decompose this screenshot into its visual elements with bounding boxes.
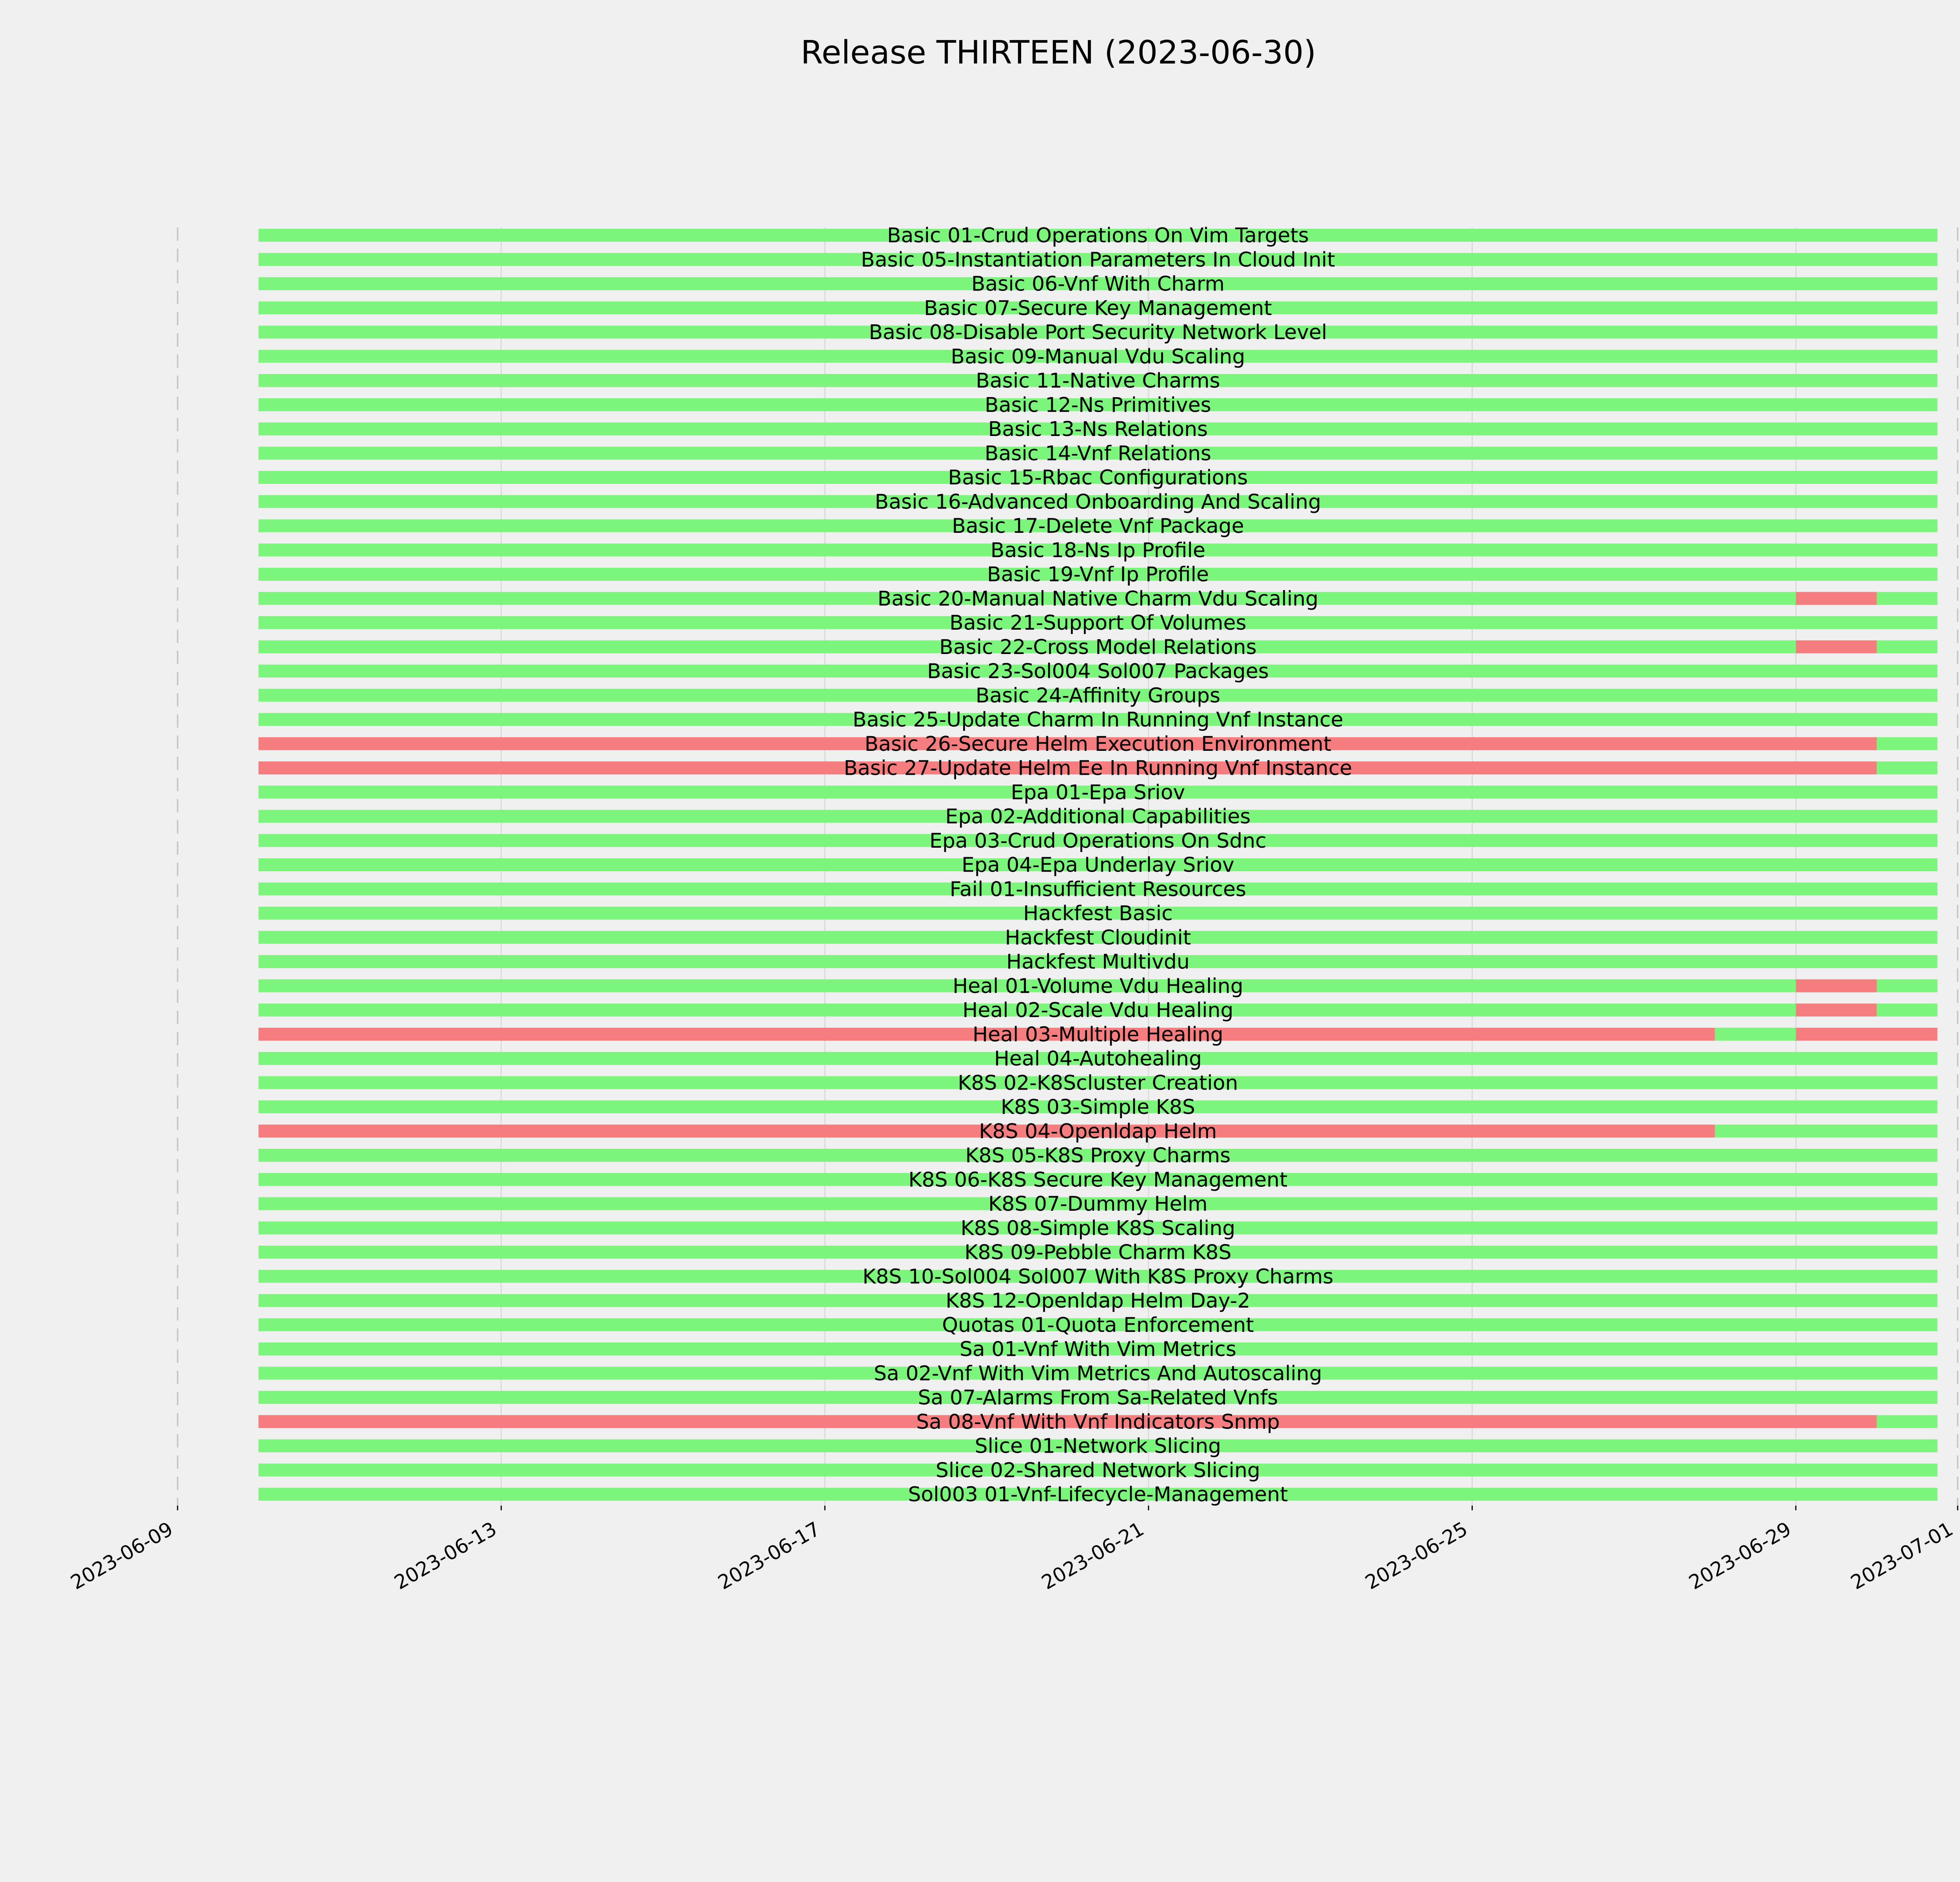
- x-tick-label: 2023-06-29: [1685, 1517, 1795, 1594]
- row-label: Basic 06-Vnf With Charm: [971, 272, 1225, 296]
- row-label: Hackfest Multivdu: [1006, 950, 1190, 974]
- fail-segment: [1796, 979, 1877, 992]
- row-label: Basic 19-Vnf Ip Profile: [987, 563, 1209, 587]
- row-label: Basic 18-Ns Ip Profile: [990, 538, 1206, 562]
- fail-segment: [1796, 1028, 1937, 1041]
- row-label: Heal 02-Scale Vdu Healing: [962, 999, 1234, 1022]
- pass-segment: [1877, 979, 1938, 992]
- row-label: Basic 22-Cross Model Relations: [939, 635, 1257, 659]
- row-label: Hackfest Cloudinit: [1005, 926, 1191, 950]
- row-label: K8S 12-Openldap Helm Day-2: [946, 1289, 1250, 1313]
- row-label: Basic 14-Vnf Relations: [984, 441, 1212, 465]
- row-label: Basic 11-Native Charms: [976, 369, 1220, 393]
- row-label: Basic 27-Update Helm Ee In Running Vnf Instance: [844, 756, 1352, 780]
- row-label: Basic 17-Delete Vnf Package: [952, 514, 1244, 538]
- row-label: Hackfest Basic: [1023, 902, 1173, 925]
- row-label: Basic 15-Rbac Configurations: [948, 466, 1248, 490]
- row-label: Basic 26-Secure Helm Execution Environment: [864, 732, 1332, 756]
- row-label: Fail 01-Insufficient Resources: [949, 877, 1247, 901]
- x-tick-label: 2023-07-01: [1847, 1517, 1957, 1594]
- fail-segment: [1796, 1004, 1877, 1017]
- row-label: Basic 07-Secure Key Management: [924, 296, 1272, 320]
- row-label: K8S 08-Simple K8S Scaling: [960, 1216, 1236, 1240]
- pass-segment: [1877, 592, 1938, 605]
- row-label: Basic 01-Crud Operations On Vim Targets: [887, 224, 1309, 247]
- fail-segment: [1796, 592, 1877, 605]
- row-label: Sa 08-Vnf With Vnf Indicators Snmp: [916, 1410, 1280, 1434]
- row-label: Epa 04-Epa Underlay Sriov: [961, 853, 1234, 877]
- row-label: Basic 05-Instantiation Parameters In Cloud Init: [861, 248, 1335, 272]
- row-label: Epa 01-Epa Sriov: [1011, 781, 1185, 805]
- row-label: K8S 06-K8S Secure Key Management: [908, 1168, 1288, 1192]
- row-label: Slice 02-Shared Network Slicing: [935, 1459, 1260, 1482]
- pass-segment: [1877, 640, 1938, 653]
- row-label: Heal 03-Multiple Healing: [973, 1023, 1223, 1046]
- x-axis: [67, 1506, 1958, 1594]
- pass-segment: [1715, 1124, 1938, 1137]
- pass-segment: [1877, 761, 1938, 774]
- pass-segment: [1877, 737, 1938, 750]
- row-label: K8S 10-Sol004 Sol007 With K8S Proxy Charms: [862, 1265, 1334, 1289]
- row-label: K8S 02-K8Scluster Creation: [958, 1071, 1238, 1095]
- pass-segment: [1715, 1028, 1796, 1041]
- row-label: Basic 24-Affinity Groups: [975, 684, 1221, 708]
- row-label: Basic 12-Ns Primitives: [985, 393, 1211, 417]
- row-label: Basic 23-Sol004 Sol007 Packages: [927, 659, 1269, 683]
- row-label: Basic 20-Manual Native Charm Vdu Scaling: [877, 587, 1319, 611]
- chart-title: Release THIRTEEN (2023-06-30): [800, 34, 1316, 71]
- row-label: K8S 03-Simple K8S: [1000, 1095, 1195, 1119]
- row-label: K8S 04-Openldap Helm: [979, 1119, 1217, 1143]
- row-label: Slice 01-Network Slicing: [975, 1434, 1221, 1458]
- row-label: Basic 09-Manual Vdu Scaling: [951, 345, 1245, 369]
- row-label: Epa 03-Crud Operations On Sdnc: [929, 829, 1267, 853]
- x-tick-label: 2023-06-25: [1361, 1517, 1472, 1594]
- row-label: Basic 13-Ns Relations: [988, 418, 1208, 441]
- row-label: K8S 05-K8S Proxy Charms: [965, 1144, 1231, 1168]
- row-label: Basic 21-Support Of Volumes: [949, 611, 1247, 635]
- x-tick-label: 2023-06-13: [390, 1517, 501, 1594]
- row-label: Sol003 01-Vnf-Lifecycle-Management: [908, 1483, 1288, 1506]
- row-label: Heal 04-Autohealing: [994, 1047, 1202, 1071]
- row-label: K8S 09-Pebble Charm K8S: [964, 1241, 1232, 1264]
- row-label: Basic 08-Disable Port Security Network Level: [869, 321, 1327, 344]
- row-label: Quotas 01-Quota Enforcement: [942, 1313, 1254, 1337]
- row-label: K8S 07-Dummy Helm: [988, 1192, 1208, 1216]
- row-label: Sa 07-Alarms From Sa-Related Vnfs: [918, 1386, 1278, 1410]
- row-label: Heal 01-Volume Vdu Healing: [953, 974, 1243, 998]
- row-label: Epa 02-Additional Capabilities: [945, 805, 1251, 828]
- row-label: Sa 01-Vnf With Vim Metrics: [959, 1337, 1236, 1361]
- x-tick-label: 2023-06-21: [1038, 1517, 1148, 1594]
- x-tick-label: 2023-06-09: [67, 1517, 177, 1594]
- row-label: Basic 16-Advanced Onboarding And Scaling: [875, 490, 1321, 514]
- row-label: Sa 02-Vnf With Vim Metrics And Autoscaling: [874, 1362, 1322, 1386]
- fail-segment: [1796, 640, 1877, 653]
- row-label: Basic 25-Update Charm In Running Vnf Instance: [853, 708, 1343, 732]
- x-tick-label: 2023-06-17: [714, 1517, 824, 1594]
- pass-segment: [1877, 1004, 1938, 1017]
- pass-segment: [1877, 1415, 1938, 1428]
